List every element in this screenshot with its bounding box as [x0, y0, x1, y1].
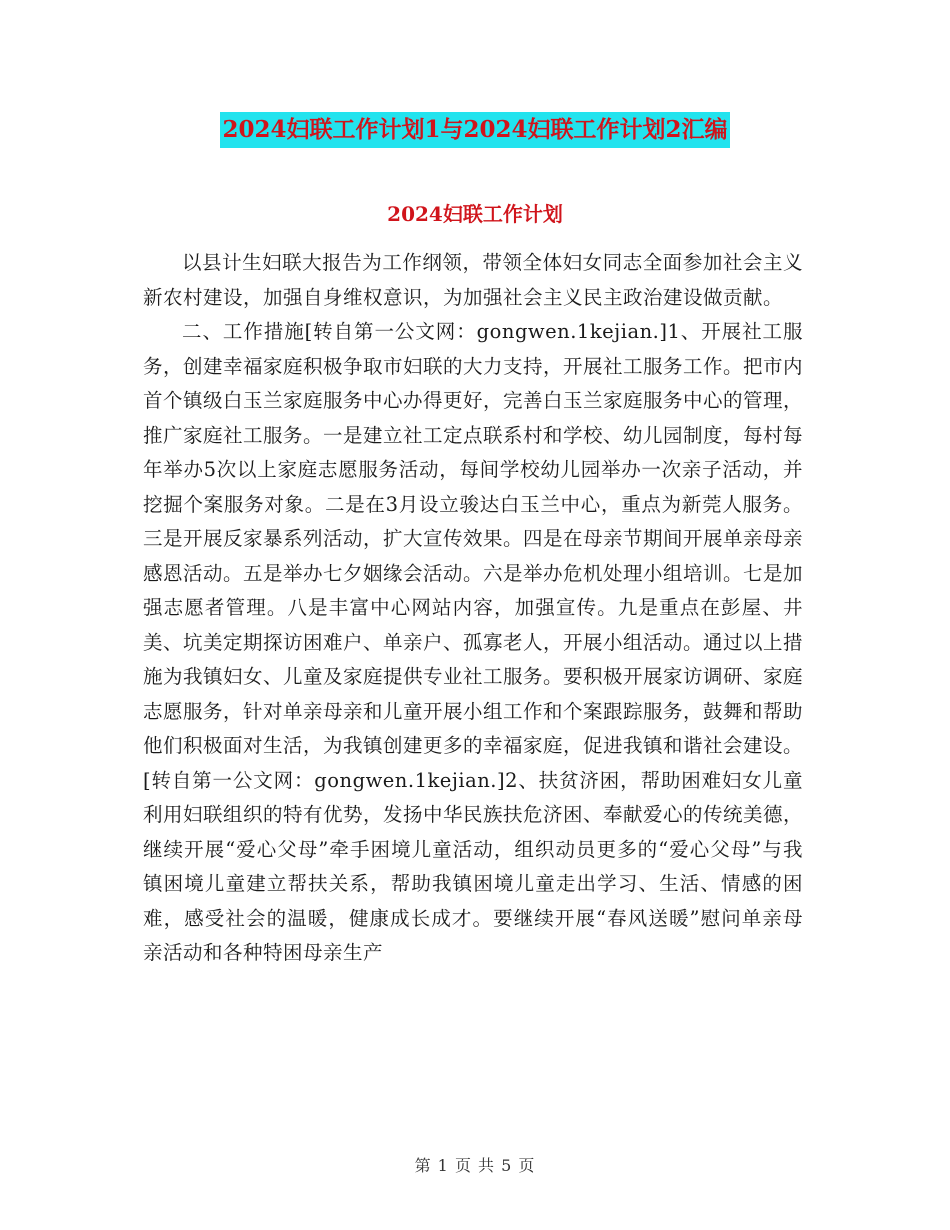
paragraph-measures: 二、工作措施[转自第一公文网：gongwen.1kejian.]1、开展社工服务，创建幸福家庭积极争取市妇联的大力支持，开展社工服务工作。把市内首个镇级白玉兰家庭服务中心办得更好，完善白玉兰家庭服务中心的管理，推广家庭社工服务。一是建立社工定点联系村和学校、幼儿园制度，每村每年举办5次以上家庭志愿服务活动，每间学校幼儿园举办一次亲子活动，并挖掘个案服务对象。二是在3月设立骏达白玉兰中心，重点为新莞人服务。三是开展反家暴系列活动，扩大宣传效果。四是在母亲节期间开展单亲母亲感恩活动。五是举办七夕姻缘会活动。六是举办危机处理小组培训。七是加强志愿者管理。八是丰富中心网站内容，加强宣传。九是重点在彭屋、井美、坑美定期探访困难户、单亲户、孤寡老人，开展小组活动。通过以上措施为我镇妇女、儿童及家庭提供专业社工服务。要积极开展家访调研、家庭志愿服务，针对单亲母亲和儿童开展小组工作和个案跟踪服务，鼓舞和帮助他们积极面对生活，为我镇创建更多的幸福家庭，促进我镇和谐社会建设。[转自第一公文网：gongwen.1kejian.]2、扶贫济困，帮助困难妇女儿童利用妇联组织的特有优势，发扬中华民族扶危济困、奉献爱心的传统美德，继续开展“爱心父母”牵手困境儿童活动，组织动员更多的“爱心父母”与我镇困境儿童建立帮扶关系，帮助我镇困境儿童走出学习、生活、情感的困难，感受社会的温暖，健康成长成才。要继续开展“春风送暖”慰问单亲母亲活动和各种特困母亲生产	[143, 320, 804, 964]
document-main-title: 2024妇联工作计划1与2024妇联工作计划2汇编	[220, 112, 729, 148]
paragraph-intro: 以县计生妇联大报告为工作纲领，带领全体妇女同志全面参加社会主义新农村建设，加强自身维权意识，为加强社会主义民主政治建设做贡献。	[143, 251, 803, 309]
page-number-footer: 第 1 页 共 5 页	[414, 1156, 536, 1175]
document-body	[143, 246, 803, 971]
document-title-container	[0, 112, 950, 148]
section-title: 2024妇联工作计划	[387, 202, 563, 226]
